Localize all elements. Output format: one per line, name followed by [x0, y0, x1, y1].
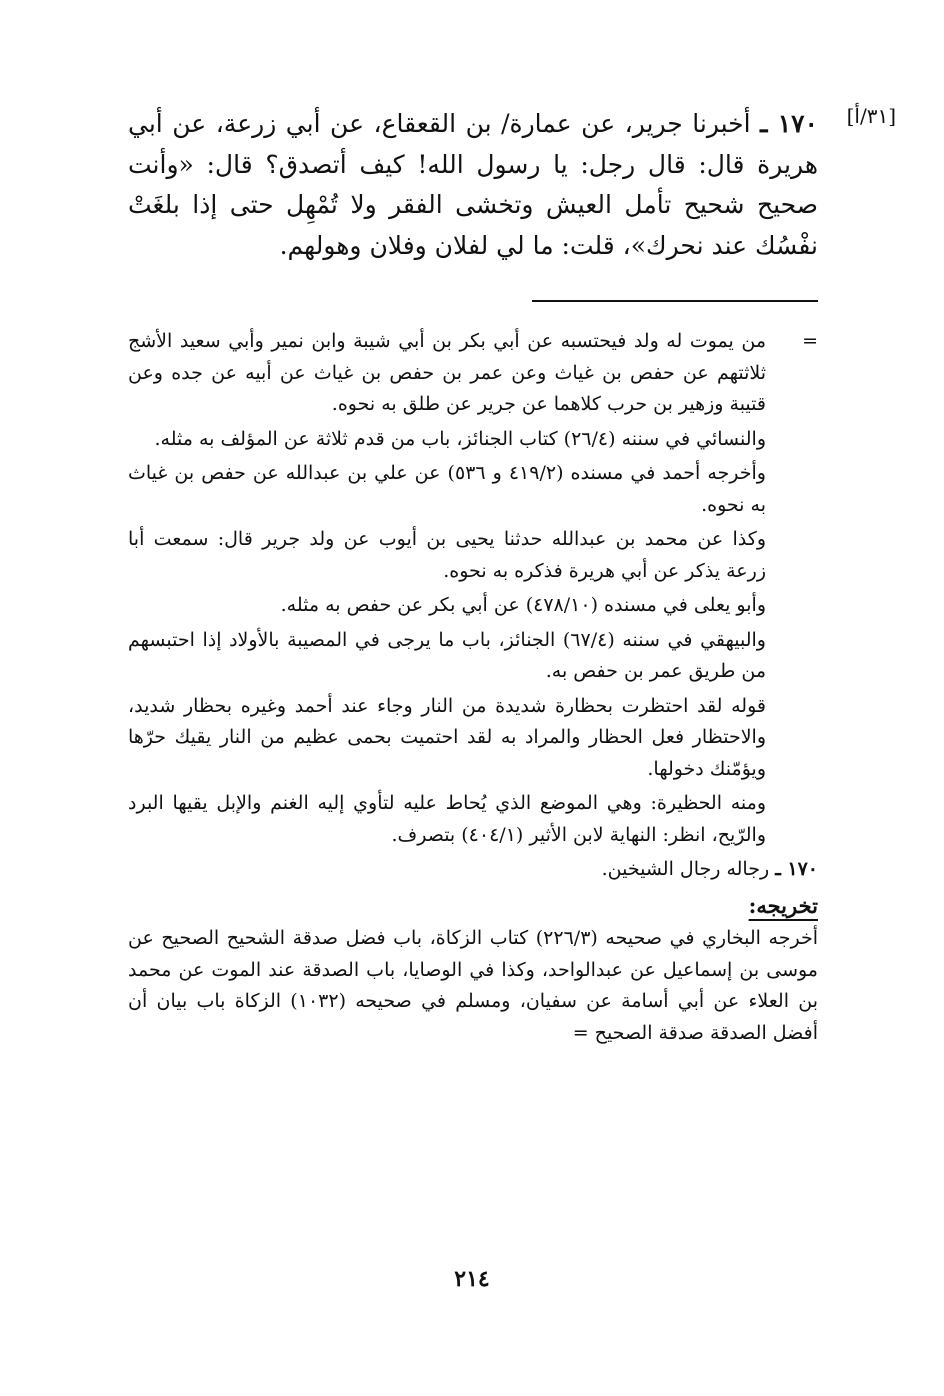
continuation-mark: =	[802, 330, 818, 352]
footnote-paragraph: والبيهقي في سننه (٦٧/٤) الجنائز، باب ما يرجى في المصيبة بالأولاد إذا احتبسهم من طريق عمر بن حفص به.	[128, 628, 766, 682]
footnote-item	[128, 854, 818, 886]
page-number: ٢١٤	[454, 1266, 490, 1292]
footnote-paragraph: وأبو يعلى في مسنده (٤٧٨/١٠) عن أبي بكر عن حفص به مثله.	[280, 594, 766, 616]
footnote-item-text: رجاله رجال الشيخين.	[601, 858, 770, 880]
footnote-paragraph: وكذا عن محمد بن عبدالله حدثنا يحيى بن أيوب عن ولد جرير قال: سمعت أبا زرعة يذكر عن أبي هريرة فذكره به نحوه.	[128, 528, 766, 582]
takhrij-heading: تخريجه:	[748, 892, 818, 918]
footnote-paragraph: وأخرجه أحمد في مسنده (٤١٩/٢ و ٥٣٦) عن علي بن عبدالله عن حفص بن غياث به نحوه.	[128, 462, 766, 516]
footnote-divider	[532, 300, 818, 302]
footnote-paragraph: ومنه الحظيرة: وهي الموضع الذي يُحاط عليه لتأوي إليه الغنم والإبل يقيها البرد والرّيح، انظر: النهاية لابن الأثير (٤٠٤/١) بتصرف.	[128, 792, 766, 846]
footnote-paragraph: والنسائي في سننه (٢٦/٤) كتاب الجنائز، باب من قدم ثلاثة عن المؤلف به مثله.	[154, 427, 766, 450]
footnote-paragraph: من يموت له ولد فيحتسبه عن أبي بكر بن أبي شيبة وابن نمير وأبي سعيد الأشج ثلاثتهم عن حفص بن غياث وعن عمر بن حفص بن غياث عن أبيه عن جده وعن قتيبة وزهير بن حرب كلاهما عن جرير عن طلق به نحوه.	[128, 330, 766, 415]
hadith-number: ١٧٠ ـ	[760, 109, 818, 138]
footnote-continuation	[128, 326, 818, 851]
hadith-text: أخبرنا جرير، عن عمارة/ بن القعقاع، عن أبي زرعة، عن أبي هريرة قال: قال رجل: يا رسول الله! كيف أتصدق؟ قال: «وأنت صحيح شحيح تأمل العيش وتخشى الفقر ولا تُمْهِل حتى إذا بلغَتْ نفْسُك عند نحرك»، قلت: ما لي لفلان وفلان وهولهم.	[128, 109, 818, 260]
takhrij-body	[128, 923, 818, 1049]
footnote-paragraph: قوله لقد احتظرت بحظارة شديدة من النار وجاء عند أحمد وغيره بحظار شديد، والاحتظار فعل الحظار والمراد به لقد احتميت بحمى عظيم من النار يقيك حرّها ويؤمّنك دخولها.	[128, 694, 766, 780]
takhrij-text: أخرجه البخاري في صحيحه (٢٢٦/٣) كتاب الزكاة، باب فضل صدقة الشحيح الصحيح عن موسى بن إسماعيل عن عبدالواحد، وكذا في الوصايا، باب الصدقة عند الموت عن محمد بن العلاء عن أبي أسامة عن سفيان، ومسلم في صحيحه (١٠٣٢) الزكاة باب بيان أن أفضل الصدقة صدقة الصحيح =	[128, 927, 818, 1044]
hadith-main-text	[128, 104, 818, 266]
hadith-paragraph	[128, 104, 818, 266]
footnotes-section	[128, 326, 818, 1049]
footnote-item-number: ١٧٠ ـ	[775, 858, 818, 880]
manuscript-folio-reference: [٣١/أ]	[846, 104, 896, 128]
